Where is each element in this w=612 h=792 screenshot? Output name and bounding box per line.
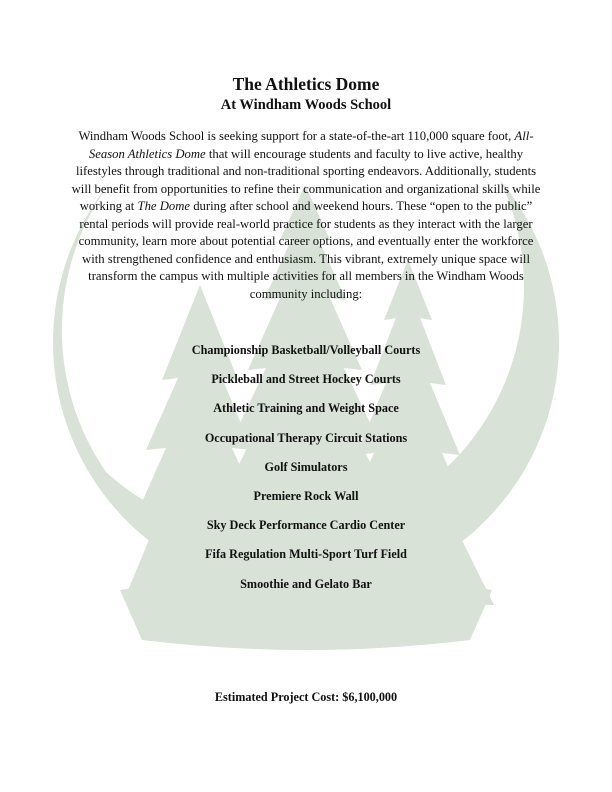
amenity-item: Pickleball and Street Hockey Courts	[211, 372, 401, 387]
amenity-item: Athletic Training and Weight Space	[213, 401, 399, 416]
amenity-item: Fifa Regulation Multi-Sport Turf Field	[205, 547, 407, 562]
amenity-item: Smoothie and Gelato Bar	[240, 576, 372, 591]
estimated-cost: Estimated Project Cost: $6,100,000	[214, 690, 398, 704]
amenity-item: Championship Basketball/Volleyball Courts	[191, 343, 421, 357]
intro-text: during after school and weekend hours. These “open to the public” rental periods will provide real-world practice for students as they interact with the larger community, learn more about potential career options, and eventually enter the workforce with strengthened confidence and enthusiasm. This vibrant, extremely unique space will transform the campus with multiple activities for all members in the Windham Woods community including:	[78, 199, 534, 301]
amenity-item: Golf Simulators	[264, 459, 348, 474]
amenity-item: Premiere Rock Wall	[253, 488, 359, 503]
document-subtitle: At Windham Woods School	[220, 97, 392, 113]
amenity-item: Sky Deck Performance Cardio Center	[206, 518, 406, 533]
intro-text: that will encourage students and faculty to live active, healthy lifestyles through traditional and non-traditional sporting endeavors. Additionally, students will benefit from opportunities to refine their communication and organizational skills while working at	[71, 146, 541, 213]
document-title: The Athletics Dome	[232, 74, 380, 94]
intro-paragraph	[68, 128, 544, 303]
intro-text: Windham Woods School is seeking support for a state-of-the-art 110,000 square foot,	[78, 129, 515, 143]
intro-dome-short-name: The Dome	[137, 199, 191, 213]
amenities-list	[0, 343, 612, 606]
intro-dome-name: All-Season Athletics Dome	[88, 129, 534, 161]
amenity-item: Occupational Therapy Circuit Stations	[204, 430, 408, 445]
